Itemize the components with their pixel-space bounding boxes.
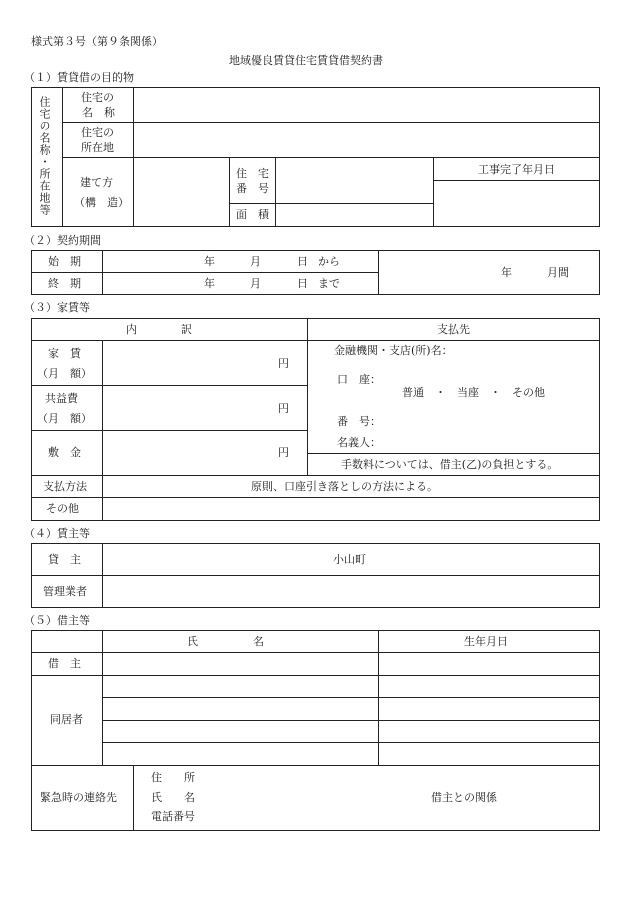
cohabitant-name-field-3[interactable] xyxy=(103,721,378,742)
account-label: 口 座： xyxy=(337,373,381,386)
duration-months-unit: 月間 xyxy=(547,266,569,279)
section-4-heading: （４）賃主等 xyxy=(24,527,90,540)
contract-duration-field[interactable] xyxy=(379,251,599,294)
cohabitant-birthdate-field-4[interactable] xyxy=(379,743,599,765)
account-number-label: 番 号： xyxy=(337,415,381,428)
account-type-options[interactable]: 普通 ・ 当座 ・ その他 xyxy=(402,386,545,399)
birthdate-column-header: 生年月日 xyxy=(464,635,508,648)
residence-name-field[interactable] xyxy=(134,88,599,122)
floor-area-field[interactable] xyxy=(276,204,433,226)
form-number: 様式第３号（第９条関係） xyxy=(31,35,163,48)
residence-name-label-1: 住宅の xyxy=(81,91,114,104)
payee-header: 支払先 xyxy=(437,323,470,336)
cohabitant-name-field-4[interactable] xyxy=(103,743,378,765)
residence-side-label: 住宅の名称・所在地等 xyxy=(38,96,51,216)
emergency-contact-field[interactable] xyxy=(134,766,599,830)
house-number-field[interactable] xyxy=(276,158,433,203)
section-3-heading: （３）家賃等 xyxy=(24,301,90,314)
bank-branch-label: 金融機関・支店(所)名： xyxy=(334,344,453,357)
tenant-label: 借 主 xyxy=(48,657,81,670)
start-month-unit: 月 xyxy=(250,255,261,268)
duration-year-unit: 年 xyxy=(501,266,512,279)
start-from-text: から xyxy=(318,255,340,268)
section-2-heading: （２）契約期間 xyxy=(24,234,101,247)
end-until-text: まで xyxy=(318,277,340,290)
start-date-field[interactable] xyxy=(103,251,378,272)
building-type-label-1: 建て方 xyxy=(80,176,113,189)
residence-location-label-2: 所在地 xyxy=(81,141,114,154)
residence-location-label-1: 住宅の xyxy=(81,126,114,139)
section-5-heading: （５）借主等 xyxy=(24,614,90,627)
page-title: 地域優良賃貸住宅賃貸借契約書 xyxy=(229,54,383,67)
lessor-label: 貸 主 xyxy=(48,553,81,566)
tenant-birthdate-field[interactable] xyxy=(379,653,599,675)
payment-method-label: 支払方法 xyxy=(43,480,87,493)
emergency-address-label: 住 所 xyxy=(151,771,195,784)
end-year-unit: 年 xyxy=(204,277,215,290)
building-type-label-2: （構 造） xyxy=(74,196,129,209)
end-day-unit: 日 xyxy=(297,277,308,290)
breakdown-header: 内 訳 xyxy=(126,323,192,336)
common-fee-amount-field[interactable] xyxy=(103,386,307,430)
rent-amount-field[interactable] xyxy=(103,341,307,385)
cohabitant-name-field-1[interactable] xyxy=(103,676,378,697)
tenant-name-field[interactable] xyxy=(103,653,378,675)
deposit-label: 敷 金 xyxy=(48,446,81,459)
house-number-label-2: 番 号 xyxy=(236,182,269,195)
relationship-label: 借主との関係 xyxy=(431,791,497,804)
cohabitant-birthdate-field-1[interactable] xyxy=(379,676,599,697)
account-holder-label: 名義人： xyxy=(337,436,381,449)
emergency-phone-label: 電話番号 xyxy=(151,810,195,823)
common-fee-label: 共益費 xyxy=(45,392,78,405)
start-day-unit: 日 xyxy=(297,255,308,268)
payment-method-value: 原則、口座引き落としの方法による。 xyxy=(251,480,438,493)
end-month-unit: 月 xyxy=(250,277,261,290)
building-type-field[interactable] xyxy=(134,158,229,226)
residence-name-label-2: 名 称 xyxy=(82,106,115,119)
deposit-yen-unit: 円 xyxy=(278,446,289,459)
management-company-label: 管理業者 xyxy=(43,585,87,598)
other-label: その他 xyxy=(46,502,79,515)
other-field[interactable] xyxy=(103,498,599,520)
emergency-contact-label: 緊急時の連絡先 xyxy=(40,791,117,804)
floor-area-label: 面 積 xyxy=(236,208,269,221)
completion-date-field[interactable] xyxy=(434,181,599,226)
cohabitant-birthdate-field-3[interactable] xyxy=(379,721,599,742)
fee-burden-note: 手数料については、借主(乙)の負担とする。 xyxy=(341,458,559,471)
end-date-label: 終 期 xyxy=(48,277,81,290)
house-number-label-1: 住 宅 xyxy=(236,167,269,180)
management-company-field[interactable] xyxy=(103,576,599,607)
common-fee-monthly-label: （月 額） xyxy=(37,412,92,425)
rent-label: 家 賃 xyxy=(48,347,81,360)
rent-yen-unit: 円 xyxy=(278,357,289,370)
rent-monthly-label: （月 額） xyxy=(37,367,92,380)
residence-location-field[interactable] xyxy=(134,123,599,157)
completion-date-label: 工事完了年月日 xyxy=(478,163,555,176)
start-year-unit: 年 xyxy=(204,255,215,268)
end-date-field[interactable] xyxy=(103,273,378,294)
cohabitant-birthdate-field-2[interactable] xyxy=(379,698,599,720)
name-column-header: 氏 名 xyxy=(187,635,264,648)
cohabitant-label: 同居者 xyxy=(50,713,83,726)
section-1-heading: （１）賃貸借の目的物 xyxy=(24,71,134,84)
common-fee-yen-unit: 円 xyxy=(278,402,289,415)
payee-details-field[interactable] xyxy=(308,341,599,453)
start-date-label: 始 期 xyxy=(48,255,81,268)
cohabitant-name-field-2[interactable] xyxy=(103,698,378,720)
deposit-amount-field[interactable] xyxy=(103,431,307,475)
emergency-name-label: 氏 名 xyxy=(151,791,195,804)
lessor-value: 小山町 xyxy=(333,553,366,566)
